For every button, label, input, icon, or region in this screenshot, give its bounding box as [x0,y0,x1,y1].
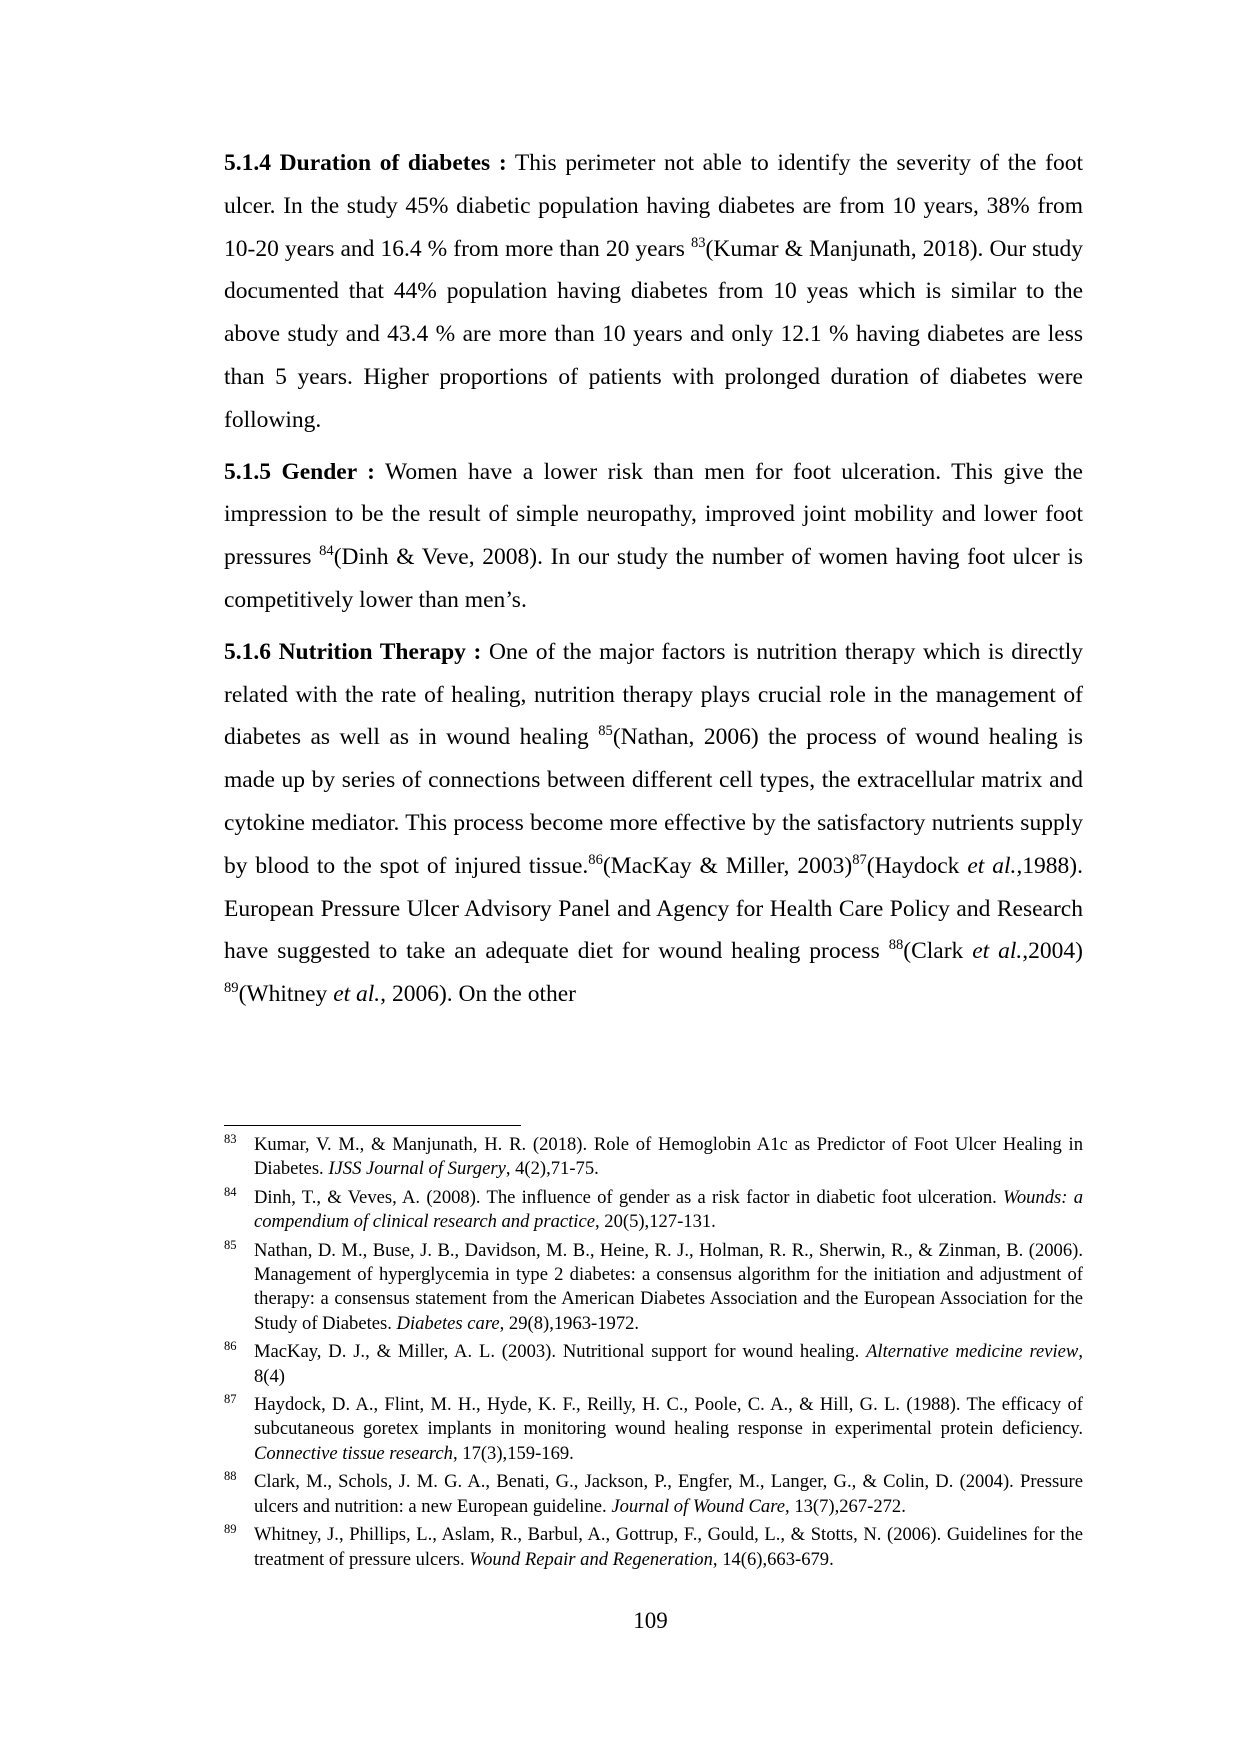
citation-marker: 88 [888,937,904,954]
paragraph-text: This perimeter not able to identify the severity of the foot ulcer. In the study 45% diabetic population having diabetes are from 10 years, 38% from 10-20 years and 16.4 % from more than 20 years [224,150,1083,262]
citation-marker: 83 [690,234,706,251]
citation-marker: 86 [588,851,603,868]
footnote-number: 89 [224,1522,237,1537]
footnote-number: 88 [224,1469,237,1484]
footnote-separator [224,1125,521,1126]
italic-text: et al., [333,981,387,1008]
paragraph-text: 2006). On the other [386,981,576,1008]
footnote-journal: Alternative medicine review [866,1341,1079,1363]
footnote [224,1239,1083,1337]
footnote [224,1470,1083,1519]
citation-marker: 89 [224,980,239,997]
footnote [224,1393,1083,1466]
section-nutrition-therapy [224,631,1083,1016]
citation-marker: 87 [852,851,867,868]
paragraph-text: (MacKay & Miller, 2003) [602,852,853,879]
footnote-number: 87 [224,1392,237,1407]
footnote-journal: Diabetes care [396,1312,500,1334]
section-gender [224,451,1083,622]
footnote-text: Whitney, J., Phillips, L., Aslam, R., Barbul, A., Gottrup, F., Gould, L., & Stotts, N. (2006). Guidelines for the treatment of pressure ulcers. [254,1524,1083,1570]
footnote-number: 84 [224,1184,237,1199]
footnote-number: 86 [224,1339,237,1354]
paragraph-text: (Dinh & Veve, 2008). In our study the number of women having foot ulcer is competitively lower than men’s. [224,544,1084,613]
page-number: 109 [633,1608,668,1633]
section-heading: 5.1.5 Gender : [224,458,376,485]
footnote-text: , 8(4) [254,1341,1083,1387]
footnote-journal: Journal of Wound Care [611,1495,786,1517]
paragraph-text: (Kumar & Manjunath, 2018). Our study documented that 44% population having diabetes from 10 yeas which is similar to the above study and 43.4 % are more than 10 years and only 12.1 % having diabetes are less than 5 years. Higher proportions of patients with prolonged duration of diabetes were following. [224,235,1083,433]
footnote [224,1340,1083,1389]
section-heading: 5.1.6 Nutrition Therapy : [224,638,482,665]
footnote-journal: IJSS Journal of Surgery [328,1158,506,1180]
footnote-text: , 4(2),71-75. [505,1158,599,1180]
footnote [224,1133,1083,1182]
footnote-journal: Connective tissue research [254,1442,453,1464]
paragraph-text: (Haydock [866,852,968,879]
italic-text: et al., [967,852,1023,879]
citation-marker: 84 [319,543,334,560]
footnote-text: MacKay, D. J., & Miller, A. L. (2003). Nutritional support for wound healing. [254,1341,867,1363]
paragraph-text: ,2004) [1022,938,1083,965]
footnote-journal: Wound Repair and Regeneration [469,1548,713,1570]
footnotes [224,1133,1083,1576]
citation-marker: 85 [598,723,613,740]
footnote-text: Clark, M., Schols, J. M. G. A., Benati, G., Jackson, P., Engfer, M., Langer, G., & Colin, D. (2004). Pressure ulcers and nutrition: a new European guideline. [254,1471,1083,1517]
footnote [224,1523,1083,1572]
footnote-text: Dinh, T., & Veves, A. (2008). The influence of gender as a risk factor in diabetic foot ulceration. [254,1186,1004,1208]
paragraph-text: (Clark [903,938,973,965]
italic-text: et al. [972,938,1023,965]
section-duration-of-diabetes [224,142,1083,442]
footnote-text: , 29(8),1963-1972. [499,1312,640,1334]
footnote-number: 83 [224,1132,237,1146]
section-heading: 5.1.4 Duration of diabetes : [224,150,507,176]
footnote-text: , 17(3),159-169. [452,1442,574,1464]
footnote-text: Haydock, D. A., Flint, M. H., Hyde, K. F., Reilly, H. C., Poole, C. A., & Hill, G. L. (1988). The efficacy of subcutaneous goretex implants in monitoring wound healing response in experimental protein deficiency. [254,1394,1083,1440]
body-text [224,142,1083,1025]
footnote-number: 85 [224,1237,237,1252]
footnote-text: Nathan, D. M., Buse, J. B., Davidson, M. B., Heine, R. J., Holman, R. R., Sherwin, R., & Zinman, B. (2006). Management of hyperglycemia in type 2 diabetes: a consensus algorithm for the initiation and adjustment of therapy: a consensus statement from the American Diabetes Association and the European Association for the Study of Diabetes. [254,1239,1083,1334]
footnote-text: , 13(7),267-272. [785,1495,906,1517]
footnote-text: , 14(6),663-679. [712,1548,834,1570]
paragraph-text: (Whitney [238,981,334,1008]
paragraph-text: 1988). European Pressure Ulcer Advisory Panel and Agency for Health Care Policy and Research have suggested to take an adequate diet for wound healing process [224,852,1083,965]
footnote [224,1186,1083,1235]
paragraph-text: (Nathan, 2006) the process of wound healing is made up by series of connections between different cell types, the extracellular matrix and cytokine mediator. This process become more effective by the satisfactory nutrients supply by blood to the spot of injured tissue. [224,724,1083,879]
paragraph-text: One of the major factors is nutrition therapy which is directly related with the rate of healing, nutrition therapy plays crucial role in the management of diabetes as well as in wound healing [224,638,1084,751]
paragraph-text: Women have a lower risk than men for foot ulceration. This give the impression to be the result of simple neuropathy, improved joint mobility and lower foot pressures [224,458,1083,571]
footnote-text: , 20(5),127-131. [594,1211,716,1233]
footnote-text: Kumar, V. M., & Manjunath, H. R. (2018). Role of Hemoglobin A1c as Predictor of Foot Ulcer Healing in Diabetes. [254,1134,1083,1180]
footnote-journal: Wounds: a compendium of clinical research and practice [254,1186,1084,1233]
